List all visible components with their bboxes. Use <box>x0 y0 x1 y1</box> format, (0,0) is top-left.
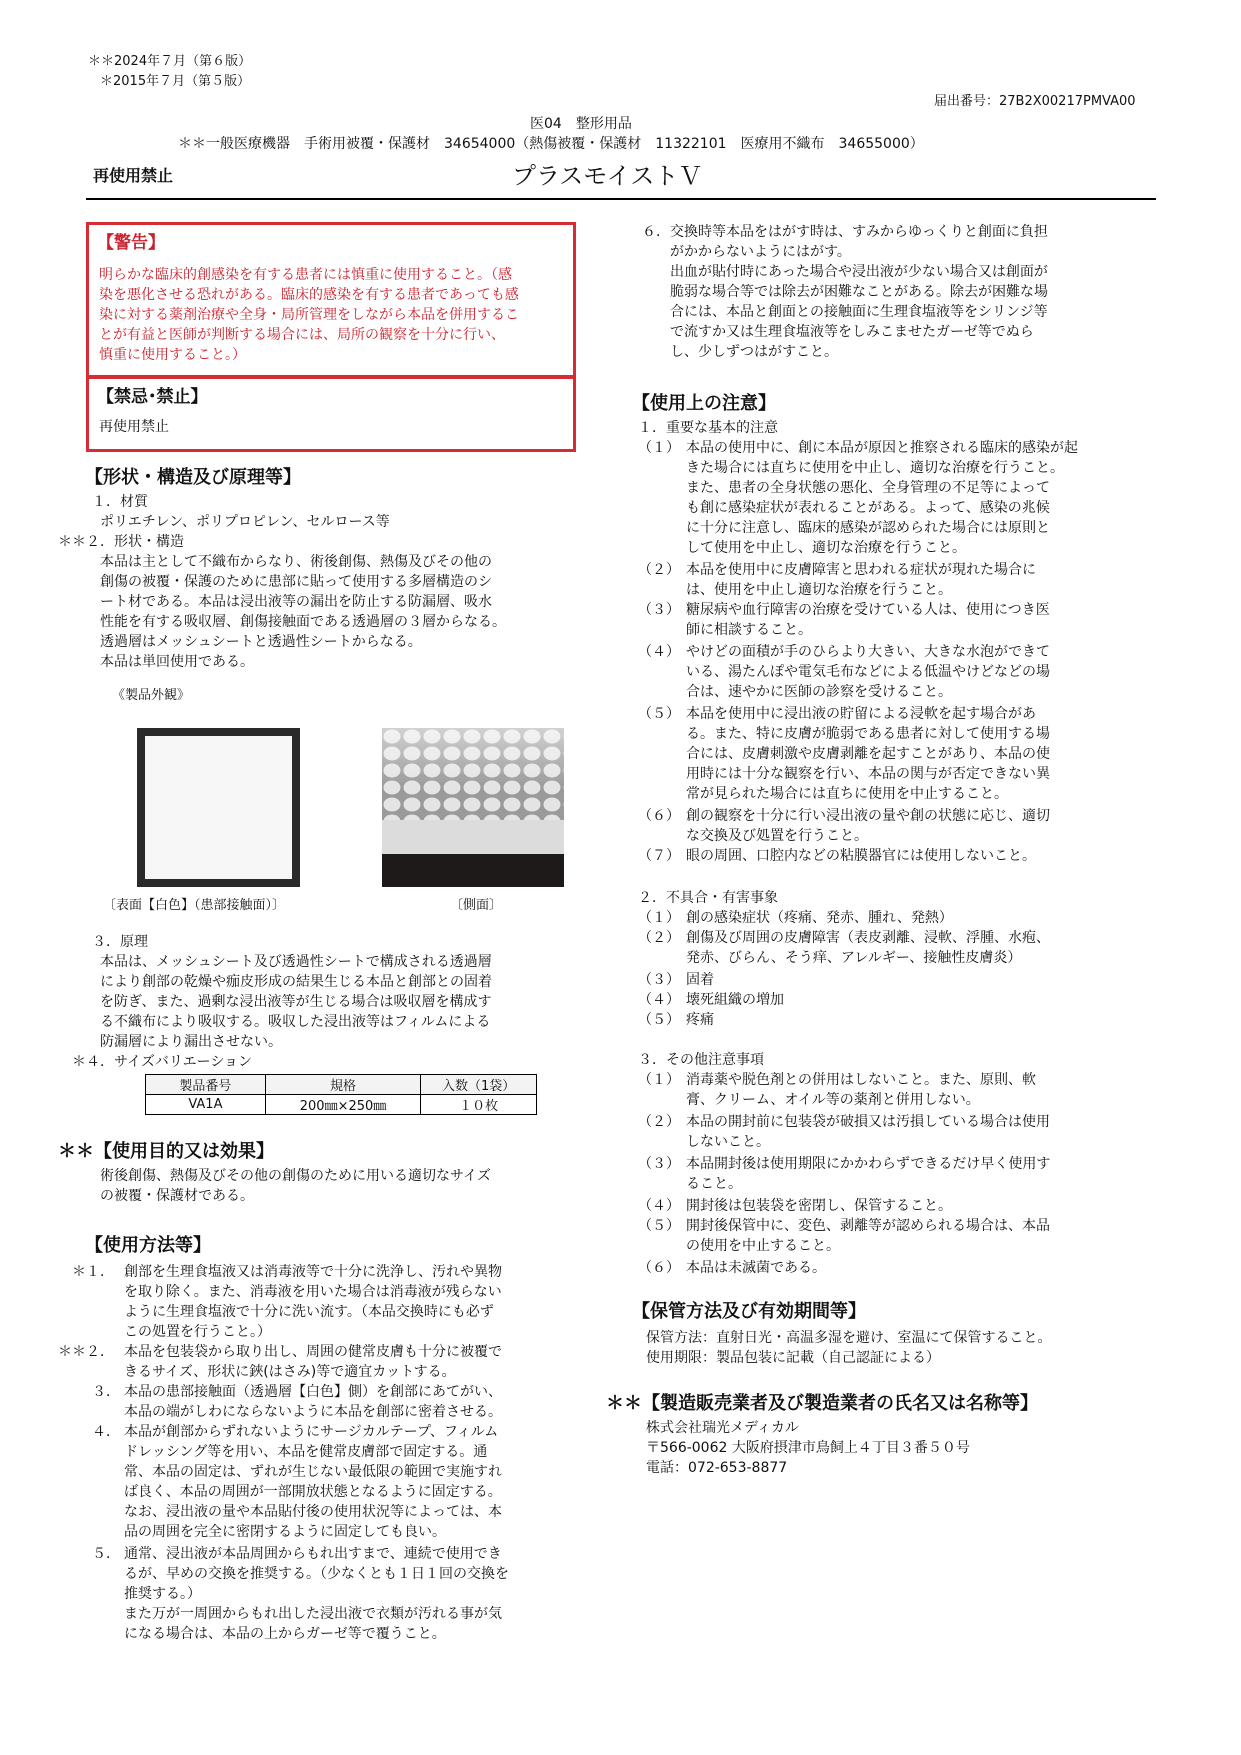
warning-title: 【警告】 <box>97 233 165 253</box>
classification-label: ＊＊一般医療機器 手術用被覆・保護材 34654000（熱傷被覆・保護材 11322101 医療用不織布 34655000） <box>178 136 924 152</box>
adverse-item-mark: （４） <box>638 992 680 1008</box>
contraindication-box <box>86 376 576 452</box>
precaution-line: に十分に注意し、臨床的感染が認められた場合には原則と <box>686 520 1050 536</box>
adverse-item-mark: （５） <box>638 1012 680 1028</box>
precaution-item-mark: （１） <box>638 440 680 456</box>
usage-line: がかからないようにはがす。 <box>670 244 851 260</box>
adverse-line: 創傷及び周囲の皮膚障害（表皮剥離、浸軟、浮腫、水疱、 <box>686 930 1050 946</box>
usage-line: 出血が貼付時にあった場合や浸出液が少ない場合又は創面が <box>670 264 1048 280</box>
usage-line: 本品を包装袋から取り出し、周囲の健常皮膚も十分に被覆で <box>124 1344 502 1360</box>
usage-line: 本品の患部接触面（透過層【白色】側）を創部にあてがい、 <box>124 1384 502 1400</box>
usage-line: なお、浸出液の量や本品貼付後の使用状況等によっては、本 <box>124 1504 502 1520</box>
precaution-line: 本品を使用中に皮膚障害と思われる症状が現れた場合に <box>686 562 1036 578</box>
usage-item-mark: ４． <box>92 1424 120 1440</box>
precaution-line: 合には、皮膚刺激や皮膚剥離を起すことがあり、本品の使 <box>686 746 1050 762</box>
warning-line: 染を悪化させる恐れがある。臨床的感染を有する患者であっても感 <box>99 287 519 303</box>
adverse-line: 壊死組織の増加 <box>686 992 784 1008</box>
precautions-section-title: 【使用上の注意】 <box>632 393 776 414</box>
usage-line: きるサイズ、形状に鋏(はさみ)等で適宜カットする。 <box>124 1364 456 1380</box>
structure-line: ート材である。本品は浸出液等の漏出を防止する防漏層、吸水 <box>100 594 492 610</box>
precaution-line: また、患者の全身状態の悪化、全身管理の不足等によって <box>686 480 1050 496</box>
precaution-line: は、使用を中止し適切な治療を行うこと。 <box>686 582 952 598</box>
usage-line: るが、早めの交換を推奨する。（少なくとも１日１回の交換を <box>124 1566 509 1582</box>
adverse-line: 固着 <box>686 972 714 988</box>
usage-item-mark: ＊１． <box>72 1264 114 1280</box>
size-table-cell: VA1A <box>146 1095 266 1115</box>
usage-line: 創部を生理食塩液又は消毒液等で十分に洗浄し、汚れや異物 <box>124 1264 502 1280</box>
precaution-line: 常が見られた場合には直ちに使用を中止すること。 <box>686 786 1008 802</box>
usage-line: ば良く、本品の周囲が一部開放状態となるように固定する。 <box>124 1484 502 1500</box>
header-divider <box>86 198 1156 200</box>
usage-item-mark: ５． <box>92 1546 120 1562</box>
product-front-photo <box>137 728 300 887</box>
manufacturer-name: 株式会社瑞光メディカル <box>646 1420 799 1436</box>
usage-line: 推奨する。） <box>124 1586 201 1602</box>
other-note-mark: （２） <box>638 1114 680 1130</box>
adverse-line: 創の感染症状（疼痛、発赤、腫れ、発熱） <box>686 910 953 926</box>
usage-line: 脆弱な場合等では除去が困難なことがある。除去が困難な場 <box>670 284 1048 300</box>
structure-line: 創傷の被覆・保護のために患部に貼って使用する多層構造のシ <box>100 574 492 590</box>
size-table-cell: 200㎜×250㎜ <box>265 1095 420 1115</box>
size-table-header: 製品番号 <box>146 1075 266 1095</box>
usage-line: ドレッシング等を用い、本品を健常皮膚部で固定する。通 <box>124 1444 488 1460</box>
other-note-mark: （１） <box>638 1072 680 1088</box>
precaution-line: して使用を中止し、適切な治療を行うこと。 <box>686 540 966 556</box>
principle-line: を防ぎ、また、過剰な浸出液等が生じる場合は吸収層を構成す <box>100 994 492 1010</box>
shape-section-title: 【形状・構造及び原理等】 <box>85 467 301 488</box>
other-note-line: しないこと。 <box>686 1134 770 1150</box>
precaution-item-mark: （２） <box>638 562 680 578</box>
other-note-mark: （５） <box>638 1218 680 1234</box>
front-photo-caption: 〔表面【白色】（患部接触面）〕 <box>103 898 286 913</box>
principle-label: ３．原理 <box>92 934 148 950</box>
precaution-item-mark: （５） <box>638 706 680 722</box>
other-note-mark: （３） <box>638 1156 680 1172</box>
structure-line: 本品は主として不織布からなり、術後創傷、熱傷及びその他の <box>100 554 492 570</box>
size-variation-label: ＊４．サイズバリエーション <box>72 1054 253 1070</box>
other-note-mark: （６） <box>638 1260 680 1276</box>
storage-expiry: 使用期限：製品包装に記載（自己認証による） <box>646 1350 940 1366</box>
principle-line: 本品は、メッシュシート及び透過性シートで構成される透過層 <box>100 954 492 970</box>
precaution-line: 師に相談すること。 <box>686 622 812 638</box>
purpose-section-title: ＊＊【使用目的又は効果】 <box>58 1141 274 1162</box>
principle-line: る不織布により吸収する。吸収した浸出液等はフィルムによる <box>100 1014 491 1030</box>
revision-note-6: ＊＊2024年７月（第６版） <box>88 54 252 69</box>
adverse-item-mark: （３） <box>638 972 680 988</box>
contraindication-title: 【禁忌･禁止】 <box>97 387 208 407</box>
warning-line: 慎重に使用すること。） <box>99 347 246 363</box>
usage-line: 本品が創部からずれないようにサージカルテープ、フィルム <box>124 1424 499 1440</box>
category-label: 医04 整形用品 <box>530 116 632 132</box>
usage-line: この処置を行うこと。） <box>124 1324 271 1340</box>
usage-line: ように生理食塩液で十分に洗い流す。（本品交換時にも必ず <box>124 1304 494 1320</box>
size-table-cell: １０枚 <box>421 1095 537 1115</box>
structure-line: 透過層はメッシュシートと透過性シートからなる。 <box>100 634 422 650</box>
precaution-item-mark: （４） <box>638 644 680 660</box>
other-note-line: 消毒薬や脱色剤との併用はしないこと。また、原則、軟 <box>686 1072 1036 1088</box>
usage-line: し、少しずつはがすこと。 <box>670 344 838 360</box>
precaution-item-mark: （６） <box>638 808 680 824</box>
appearance-label: 《製品外観》 <box>112 688 191 703</box>
adverse-line: 疼痛 <box>686 1012 714 1028</box>
precaution-line: 本品を使用中に浸出液の貯留による浸軟を起す場合があ <box>686 706 1036 722</box>
precaution-item-mark: （３） <box>638 602 680 618</box>
storage-method: 保管方法：直射日光・高温多湿を避け、室温にて保管すること。 <box>646 1330 1052 1346</box>
contraindication-text: 再使用禁止 <box>99 419 169 435</box>
usage-item-mark: ６． <box>642 224 670 240</box>
storage-section-title: 【保管方法及び有効期間等】 <box>632 1301 866 1322</box>
reuse-prohibited-label: 再使用禁止 <box>93 166 174 185</box>
precautions-sub-label: １．重要な基本的注意 <box>638 420 778 436</box>
usage-item-mark: ＊＊２． <box>58 1344 114 1360</box>
warning-box <box>86 222 576 378</box>
other-note-line: 本品の開封前に包装袋が破損又は汚損している場合は使用 <box>686 1114 1050 1130</box>
manufacturer-phone: 電話：072-653-8877 <box>646 1460 788 1476</box>
structure-label: ＊＊２．形状・構造 <box>58 534 184 550</box>
precaution-line: 眼の周囲、口腔内などの粘膜器官には使用しないこと。 <box>686 848 1036 864</box>
other-note-line: 開封後は包装袋を密閉し、保管すること。 <box>686 1198 952 1214</box>
material-label: １．材質 <box>92 494 148 510</box>
precaution-line: な交換及び処置を行うこと。 <box>686 828 868 844</box>
notification-number: 届出番号：27B2X00217PMVA00 <box>934 94 1136 109</box>
usage-line: また万が一周囲からもれ出した浸出液で衣類が汚れる事が気 <box>124 1606 502 1622</box>
side-photo-caption: 〔側面〕 <box>450 898 503 913</box>
size-table-header: 規格 <box>265 1075 420 1095</box>
other-note-line: 本品は未滅菌である。 <box>686 1260 826 1276</box>
manufacturer-address: 〒566-0062 大阪府摂津市鳥飼上４丁目３番５０号 <box>646 1440 970 1456</box>
size-table-header: 入数（1袋） <box>421 1075 537 1095</box>
usage-line: で流すか又は生理食塩液等をしみこませたガーゼ等でぬら <box>670 324 1034 340</box>
purpose-line: の被覆・保護材である。 <box>100 1188 254 1204</box>
precaution-line: 創の観察を十分に行い浸出液の量や創の状態に応じ、適切 <box>686 808 1050 824</box>
revision-note-5: ＊2015年７月（第５版） <box>100 74 251 89</box>
structure-line: 本品は単回使用である。 <box>100 654 254 670</box>
manufacturer-section-title: ＊＊【製造販売業者及び製造業者の氏名又は名称等】 <box>606 1393 1038 1414</box>
principle-line: により創部の乾燥や痂皮形成の結果生じる本品と創部との固着 <box>100 974 492 990</box>
precaution-line: きた場合には直ちに使用を中止し、適切な治療を行うこと。 <box>686 460 1064 476</box>
adverse-item-mark: （１） <box>638 910 680 926</box>
precaution-line: 用時には十分な観察を行い、本品の関与が否定できない異 <box>686 766 1050 782</box>
precaution-line: やけどの面積が手のひらより大きい、大きな水泡ができて <box>686 644 1050 660</box>
other-note-line: の使用を中止すること。 <box>686 1238 840 1254</box>
usage-line: 合には、本品と創面との接触面に生理食塩液等をシリンジ等 <box>670 304 1048 320</box>
principle-line: 防漏層により漏出させない。 <box>100 1034 282 1050</box>
structure-line: 性能を有する吸収層、創傷接触面である透過層の３層からなる。 <box>100 614 506 630</box>
precaution-line: 糖尿病や血行障害の治療を受けている人は、使用につき医 <box>686 602 1050 618</box>
usage-line: 通常、浸出液が本品周囲からもれ出すまで、連続で使用でき <box>124 1546 502 1562</box>
other-note-line: 開封後保管中に、変色、剥離等が認められる場合は、本品 <box>686 1218 1050 1234</box>
other-note-line: 膏、クリーム、オイル等の薬剤と併用しない。 <box>686 1092 980 1108</box>
precaution-line: も創に感染症状が表れることがある。よって、感染の兆候 <box>686 500 1050 516</box>
other-note-line: 本品開封後は使用期限にかかわらずできるだけ早く使用す <box>686 1156 1051 1172</box>
usage-item-mark: ３． <box>92 1384 120 1400</box>
adverse-line: 発赤、びらん、そう痒、アレルギー、接触性皮膚炎） <box>686 950 1022 966</box>
usage-line: 交換時等本品をはがす時は、すみからゆっくりと創面に負担 <box>670 224 1048 240</box>
purpose-line: 術後創傷、熱傷及びその他の創傷のために用いる適切なサイズ <box>100 1168 491 1184</box>
warning-line: 明らかな臨床的創感染を有する患者には慎重に使用すること。（感 <box>99 267 512 283</box>
adverse-item-mark: （２） <box>638 930 680 946</box>
usage-line: 品の周囲を完全に密閉するように固定しても良い。 <box>124 1524 446 1540</box>
warning-line: とが有益と医師が判断する場合には、局所の観察を十分に行い、 <box>99 327 505 343</box>
usage-line: 常、本品の固定は、ずれが生じない最低限の範囲で実施すれ <box>124 1464 502 1480</box>
usage-line: になる場合は、本品の上からガーゼ等で覆うこと。 <box>124 1626 446 1642</box>
usage-section-title: 【使用方法等】 <box>85 1235 211 1256</box>
precaution-line: いる、湯たんぽや電気毛布などによる低温やけどなどの場 <box>686 664 1050 680</box>
other-note-line: ること。 <box>686 1176 742 1192</box>
precaution-item-mark: （７） <box>638 848 680 864</box>
size-table <box>145 1074 537 1115</box>
warning-line: 染に対する薬剤治療や全身・局所管理をしながら本品を併用するこ <box>99 307 519 323</box>
precautions-sub-label: ２．不具合・有害事象 <box>638 890 778 906</box>
precaution-line: る。また、特に皮膚が脆弱である患者に対して使用する場 <box>686 726 1050 742</box>
product-side-photo <box>382 728 564 887</box>
material-text: ポリエチレン、ポリプロピレン、セルロース等 <box>100 514 390 530</box>
precaution-line: 合は、速やかに医師の診察を受けること。 <box>686 684 952 700</box>
product-name: プラスモイストＶ <box>512 162 703 190</box>
usage-line: を取り除く。また、消毒液を用いた場合は消毒液が残らない <box>124 1284 502 1300</box>
precautions-sub-label: ３．その他注意事項 <box>638 1052 764 1068</box>
usage-line: 本品の端がしわにならないように本品を創部に密着させる。 <box>124 1404 502 1420</box>
precaution-line: 本品の使用中に、創に本品が原因と推察される臨床的感染が起 <box>686 440 1078 456</box>
other-note-mark: （４） <box>638 1198 680 1214</box>
